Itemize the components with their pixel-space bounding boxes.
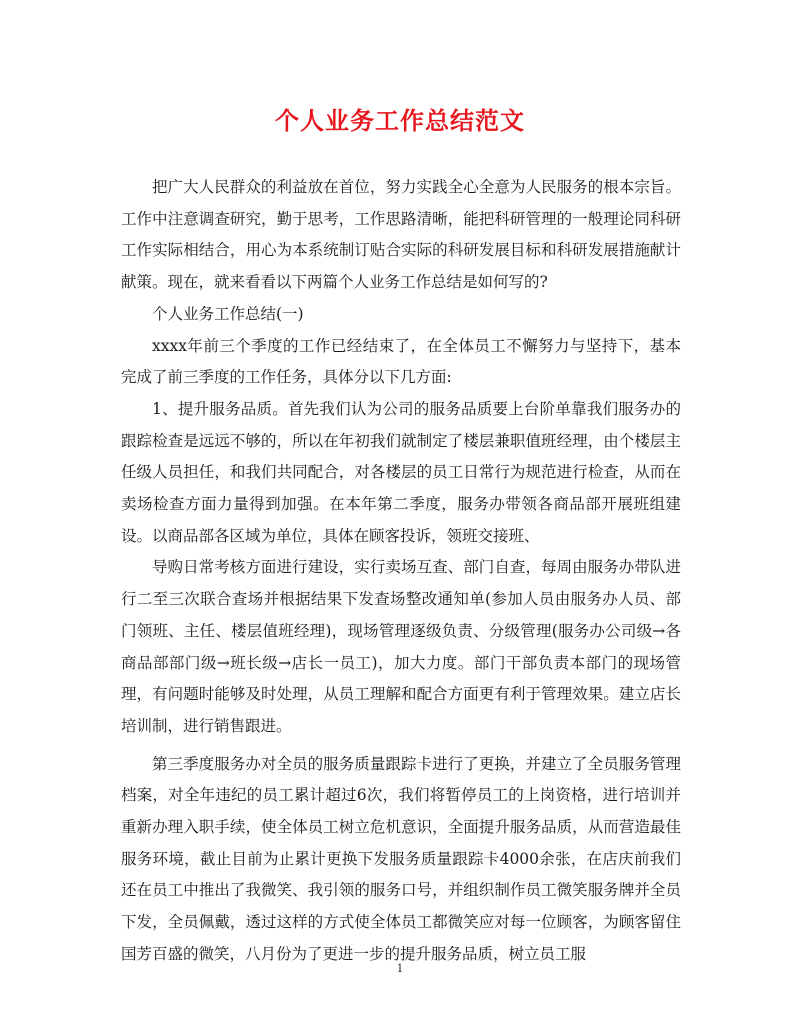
document-title: 个人业务工作总结范文 (275, 106, 525, 135)
page-number: 1 (396, 962, 404, 975)
body-paragraph: xxxx年前三个季度的工作已经结束了，在全体员工不懈努力与坚持下，基本完成了前三季度的工作任务，具体分以下几方面: (121, 336, 681, 387)
body-paragraph: 导购日常考核方面进行建设，实行卖场互查、部门自查，每周由服务办带队进行二至三次联合查场并根据结果下发查场整改通知单(参加人员由服务办人员、部门领班、主任、楼层值班经理)，现场管理逐级负责、分级管理(服务办公司级→各商品部部门级→班长级→店长一员工)，加大力度。部门干部负责本部门的现场管理，有问题时能够及时处理，从员工理解和配合方面更有利于管理效果。建立店长培训制，进行销售跟进。 (121, 558, 681, 735)
document-body (121, 172, 681, 971)
body-paragraph: 1、提升服务品质。首先我们认为公司的服务品质要上台阶单靠我们服务办的跟踪检查是远远不够的，所以在年初我们就制定了楼层兼职值班经理，由个楼层主任级人员担任，和我们共同配合，对各楼层的员工日常行为规范进行检查，从而在卖场检查方面力量得到加强。在本年第二季度，服务办带领各商品部开展班组建设。以商品部各区域为单位，具体在顾客投诉，领班交接班、 (121, 399, 681, 545)
section-heading: 个人业务工作总结(一) (152, 304, 304, 323)
intro-paragraph: 把广大人民群众的利益放在首位，努力实践全心全意为人民服务的根本宗旨。工作中注意调查研究，勤于思考，工作思路清晰，能把科研管理的一般理论同科研工作实际相结合，用心为本系统制订贴合实际的科研发展目标和科研发展措施献计献策。现在，就来看看以下两篇个人业务工作总结是如何写的? (121, 178, 681, 292)
body-paragraph: 第三季度服务办对全员的服务质量跟踪卡进行了更换，并建立了全员服务管理档案，对全年违纪的员工累计超过6次，我们将暂停员工的上岗资格，进行培训并重新办理入职手续，使全体员工树立危机意识，全面提升服务品质，从而营造最佳服务环境，截止目前为止累计更换下发服务质量跟踪卡4000余张，在店庆前我们还在员工中推出了我微笑、我引领的服务口号，并组织制作员工微笑服务牌并全员下发，全员佩戴，透过这样的方式使全体员工都微笑应对每一位顾客，为顾客留住国芳百盛的微笑，八月份为了更进一步的提升服务品质，树立员工服 (121, 754, 681, 963)
